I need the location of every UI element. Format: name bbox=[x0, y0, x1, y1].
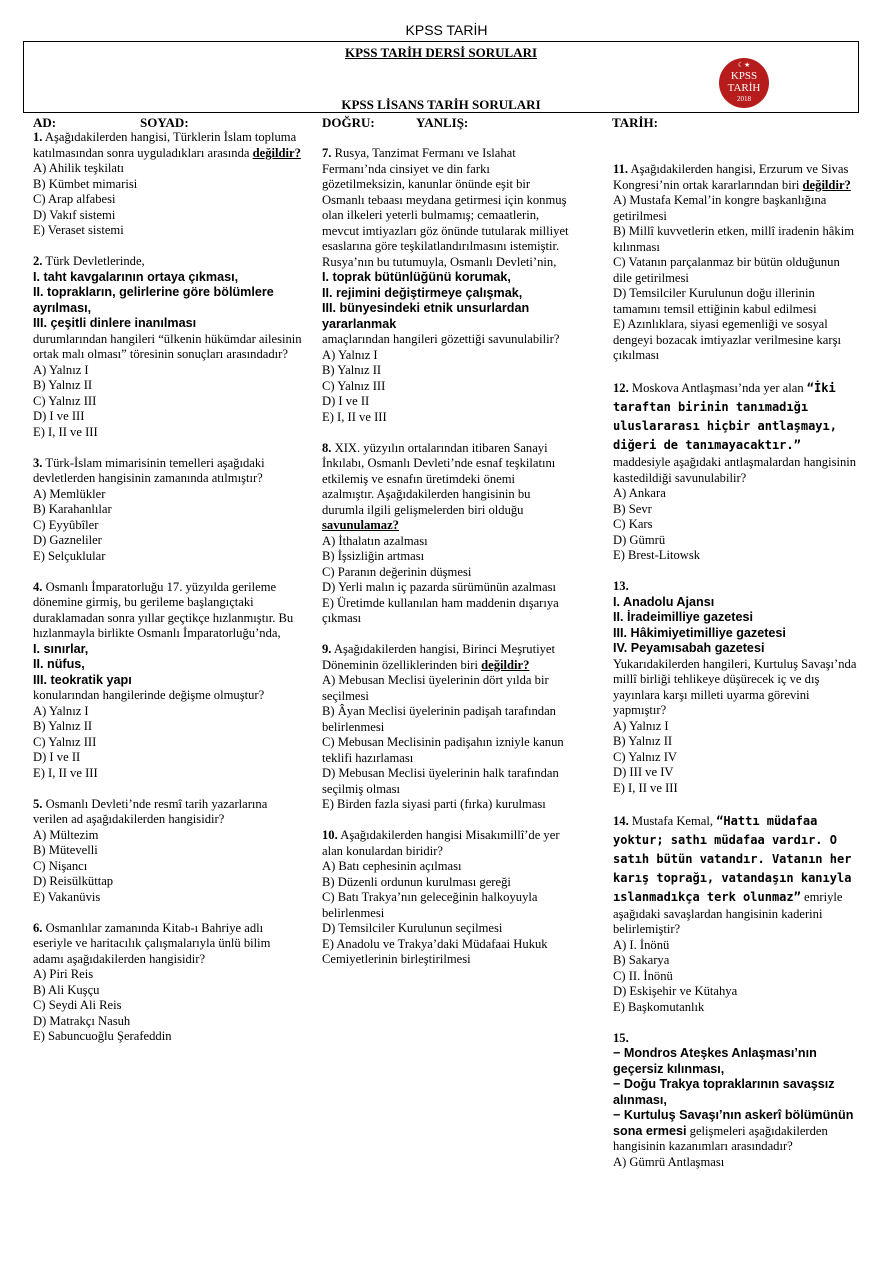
negative-keyword: değildir? bbox=[252, 145, 301, 160]
answer-option: D) Mebusan Meclisi üyelerinin halk tarafından seçilmiş olması bbox=[322, 766, 559, 796]
answer-option: D) I ve II bbox=[322, 394, 370, 408]
answer-option: C) Yalnız III bbox=[33, 393, 97, 408]
question-block bbox=[613, 162, 858, 364]
question-text: Türk Devletlerinde, bbox=[45, 254, 145, 268]
premise-item: III. teokratik yapı bbox=[33, 672, 132, 687]
question-text: gelişmeleri aşağıdakilerden hangisinin kazanımları arasındadır? bbox=[613, 1123, 828, 1153]
question-stem bbox=[33, 130, 303, 161]
answer-option: D) Gümrü bbox=[613, 532, 666, 547]
question-tail: Yukarıdakilerden hangileri, Kurtuluş Savaşı’nda millî birliği tehlikeye düşürecek iç ve dış yayınlara karşı milleti uyarma görevini yapmıştır? bbox=[613, 656, 857, 717]
question-text: Aşağıdakilerden hangisi Misakımillî’de yer alan konulardan biridir? bbox=[322, 828, 560, 858]
answer-option: D) Temsilciler Kurulunun doğu illerinin tamamını temsil ettiğinin kabul edilmesi bbox=[613, 286, 817, 316]
question-tail: maddesiyle aşağıdaki antlaşmalardan hangisinin kastedildiği savunulabilir? bbox=[613, 455, 857, 485]
question-block bbox=[322, 828, 570, 968]
question-text: Rusya, Tanzimat Fermanı ve Islahat Fermanı’nda cinsiyet ve din farkı gözetilmeksizin, kanunlar önünde eşit bir Osmanlı tebaası meydana getirmesi için konmuş olan ilkeleri yeterli bulmamış; cemaatlerin, mevcut imtiyazları göz önünde tutularak milliyet esaslarına göre teşkilatlandırılmasını istemiştir. Rusya’nın bu tutumuyla, Osmanlı Devleti’nin, bbox=[322, 146, 569, 269]
logo-year: 2018 bbox=[737, 95, 751, 103]
logo-star: ☾★ bbox=[737, 61, 751, 69]
answer-option: D) III ve IV bbox=[613, 765, 674, 779]
answer-option: C) Paranın değerinin düşmesi bbox=[322, 564, 472, 579]
question-block bbox=[33, 921, 303, 1045]
question-number: 4. bbox=[33, 579, 43, 594]
question-stem bbox=[322, 146, 570, 270]
answer-option: A) Yalnız I bbox=[322, 347, 378, 362]
label-dogru: DOĞRU: bbox=[322, 115, 375, 130]
question-block bbox=[33, 456, 303, 565]
answer-option: B) Karahanlılar bbox=[33, 502, 112, 516]
answer-option: C) Eyyûbîler bbox=[33, 517, 99, 532]
question-text: Aşağıdakilerden hangisi, Erzurum ve Sivas Kongresi’nin ortak kararlarından biri bbox=[613, 162, 849, 192]
answer-option: A) Gümrü Antlaşması bbox=[613, 1154, 725, 1169]
question-stem bbox=[33, 921, 303, 968]
question-text: Mustafa Kemal, bbox=[631, 813, 717, 828]
question-number: 12. bbox=[613, 381, 629, 395]
quoted-text: “İki taraftan birinin tanımadığı uluslararası hiçbir antlaşmayı, diğeri de tanımayacaktır.” bbox=[613, 381, 837, 452]
question-column-1 bbox=[33, 130, 303, 1060]
question-stem bbox=[613, 162, 858, 193]
question-text: XIX. yüzyılın ortalarından itibaren Sanayi İnkılabı, Osmanlı Devleti’nde esnaf teşkilatını etkilemiş ve esnafın üretimdeki önemi azalmıştır. Aşağıdakilerden hangisinin bu durumla ilgili gelişmelerden biri olduğu bbox=[322, 440, 556, 517]
question-stem bbox=[322, 441, 570, 534]
label-yanlis: YANLIŞ: bbox=[416, 115, 469, 130]
premise-item: I. toprak bütünlüğünü korumak, bbox=[322, 270, 511, 284]
answer-option: C) Mebusan Meclisinin padişahın izniyle kanun teklifi hazırlaması bbox=[322, 735, 564, 765]
answer-option: B) Millî kuvvetlerin etken, millî iradenin hâkim kılınması bbox=[613, 224, 854, 254]
premise-item: IV. Peyamısabah gazetesi bbox=[613, 641, 765, 655]
answer-option: B) İşsizliğin artması bbox=[322, 549, 425, 563]
answer-option: A) Ahilik teşkilatı bbox=[33, 161, 124, 175]
answer-option: D) Eskişehir ve Kütahya bbox=[613, 984, 738, 998]
answer-option: D) Matrakçı Nasuh bbox=[33, 1013, 131, 1028]
answer-option: E) I, II ve III bbox=[33, 424, 98, 439]
answer-option: E) Selçuklular bbox=[33, 548, 106, 563]
answer-option: C) Nişancı bbox=[33, 858, 88, 873]
question-column-2 bbox=[322, 146, 570, 983]
answer-option: C) Yalnız III bbox=[322, 378, 386, 393]
question-block bbox=[613, 1031, 858, 1171]
answer-option: A) Mültezim bbox=[33, 827, 99, 842]
question-number: 2. bbox=[33, 254, 43, 268]
answer-option: A) Piri Reis bbox=[33, 967, 94, 981]
question-number: 10. bbox=[322, 828, 338, 842]
label-soyad: SOYAD: bbox=[140, 115, 189, 130]
question-text: Aşağıdakilerden hangisi, Türklerin İslam topluma katılmasından sonra uyguladıkları arasında bbox=[33, 130, 297, 160]
answer-option: B) Yalnız II bbox=[33, 719, 93, 733]
negative-keyword: değildir? bbox=[802, 177, 851, 192]
question-number: 1. bbox=[33, 130, 43, 144]
question-block bbox=[322, 146, 570, 425]
question-block bbox=[33, 130, 303, 239]
question-number: 8. bbox=[322, 440, 332, 455]
question-text: Osmanlılar zamanında Kitab-ı Bahriye adlı eseriyle ve haritacılık çalışmalarıyla ünlü bilim adamı aşağıdakilerden hangisidir? bbox=[33, 920, 271, 966]
label-ad: AD: bbox=[33, 115, 57, 130]
question-stem bbox=[613, 379, 858, 455]
premise-item: II. toprakların, gelirlerine göre bölümlere ayrılması, bbox=[33, 285, 274, 315]
logo-text-1: KPSS bbox=[730, 70, 758, 82]
question-text: Türk-İslam mimarisinin temelleri aşağıdaki devletlerden hangisinin zamanında atılmıştır? bbox=[33, 455, 265, 485]
question-block bbox=[322, 642, 570, 813]
question-text: Osmanlı İmparatorluğu 17. yüzyılda gerileme dönemine girmiş, bu gerileme başlangıçtaki duraklamadan sonra yıllar geçtikçe hızlanmıştır. Bu hızlanmayla birlikte Osmanlı İmparatorluğu’nda, bbox=[33, 579, 294, 640]
question-number: 14. bbox=[613, 813, 629, 828]
answer-option: C) Batı Trakya’nın geleceğinin halkoyuyla belirlenmesi bbox=[322, 890, 538, 920]
logo-text-2: TARİH bbox=[727, 82, 761, 94]
premise-item: I. Anadolu Ajansı bbox=[613, 594, 715, 609]
question-number: 7. bbox=[322, 146, 332, 160]
answer-option: C) II. İnönü bbox=[613, 968, 673, 983]
question-number: 13. bbox=[613, 579, 629, 593]
answer-option: D) Gazneliler bbox=[33, 533, 102, 547]
premise-item: III. bünyesindeki etnik unsurlardan yararlanmak bbox=[322, 301, 530, 331]
question-stem bbox=[322, 828, 570, 859]
question-stem bbox=[613, 579, 858, 595]
answer-option: E) I, II ve III bbox=[33, 765, 98, 780]
answer-option: B) Düzenli ordunun kurulması gereği bbox=[322, 874, 511, 889]
question-block bbox=[613, 579, 858, 796]
question-stem bbox=[33, 580, 303, 642]
answer-option: C) Kars bbox=[613, 517, 653, 531]
header-box bbox=[23, 41, 859, 113]
question-tail: durumlarından hangileri “ülkenin hükümdar ailesinin ortak malı olması” töresinin sonuçları arasındadır? bbox=[33, 331, 302, 361]
question-number: 11. bbox=[613, 162, 629, 176]
question-number: 3. bbox=[33, 455, 43, 470]
question-number: 15. bbox=[613, 1030, 629, 1045]
answer-option: B) Mütevelli bbox=[33, 843, 98, 857]
header-title-2: KPSS LİSANS TARİH SORULARI bbox=[341, 97, 541, 112]
question-block bbox=[613, 812, 858, 1016]
question-text: Aşağıdakilerden hangisi, Birinci Meşrutiyet Döneminin özelliklerinden biri bbox=[322, 642, 555, 672]
answer-option: B) Yalnız II bbox=[33, 378, 93, 392]
premise-item: − Doğu Trakya topraklarının savaşsız alınması, bbox=[613, 1077, 835, 1107]
question-stem bbox=[33, 456, 303, 487]
answer-option: E) Vakanüvis bbox=[33, 889, 101, 904]
quoted-text: “Hattı müdafaa yoktur; sathı müdafaa vardır. O satıh bütün vatandır. Vatanın her karış toprağı, vatandaşın kanıyla ıslanmadıkça terk olunmaz” bbox=[613, 813, 852, 904]
answer-option: B) Yalnız II bbox=[322, 363, 382, 377]
question-block bbox=[33, 254, 303, 440]
label-tarih: TARİH: bbox=[612, 115, 658, 130]
premise-item: − Kurtuluş Savaşı’nın askerî bölümünün sona ermesi gelişmeleri aşağıdakilerden hangisinin kazanımları arasındadır? bbox=[613, 1108, 854, 1153]
answer-option: E) Brest-Litowsk bbox=[613, 548, 701, 562]
answer-option: B) Âyan Meclisi üyelerinin padişah tarafından belirlenmesi bbox=[322, 704, 556, 734]
answer-option: A) Ankara bbox=[613, 486, 666, 500]
answer-option: A) Memlükler bbox=[33, 486, 106, 501]
answer-option: E) Üretimde kullanılan ham maddenin dışarıya çıkması bbox=[322, 595, 559, 625]
answer-option: C) Yalnız III bbox=[33, 734, 97, 749]
answer-option: A) Yalnız I bbox=[33, 362, 89, 377]
premise-item: I. sınırlar, bbox=[33, 641, 89, 656]
premise-item: III. Hâkimiyetimilliye gazetesi bbox=[613, 625, 786, 640]
answer-option: B) Kümbet mimarisi bbox=[33, 176, 138, 191]
question-stem bbox=[613, 812, 858, 938]
answer-option: A) Mustafa Kemal’in kongre başkanlığına getirilmesi bbox=[613, 193, 827, 223]
question-text: Osmanlı Devleti’nde resmî tarih yazarlarına verilen ad aşağıdakilerden hangisidir? bbox=[33, 796, 268, 826]
question-number: 6. bbox=[33, 920, 43, 935]
answer-option: E) Birden fazla siyasi parti (fırka) kurulması bbox=[322, 797, 546, 811]
premise-item: II. rejimini değiştirmeye çalışmak, bbox=[322, 285, 523, 300]
answer-option: D) Reisülküttap bbox=[33, 874, 114, 888]
question-stem bbox=[33, 254, 303, 270]
negative-keyword: değildir? bbox=[481, 657, 530, 672]
answer-option: E) Azınlıklara, siyasi egemenliği ve sosyal dengeyi bozacak imtiyazlar verilmesine karşı çıkılması bbox=[613, 317, 841, 362]
answer-option: E) I, II ve III bbox=[613, 780, 678, 795]
page-title: KPSS TARİH bbox=[405, 22, 488, 38]
question-number: 5. bbox=[33, 796, 43, 811]
answer-option: A) İthalatın azalması bbox=[322, 533, 428, 548]
question-text: emriyle aşağıdaki savaşlardan hangisinin kaderini belirlemiştir? bbox=[613, 889, 843, 936]
answer-option: D) I ve III bbox=[33, 409, 85, 423]
answer-option: A) Yalnız I bbox=[33, 703, 89, 718]
answer-option: B) Sakarya bbox=[613, 953, 670, 967]
answer-option: E) I, II ve III bbox=[322, 409, 387, 424]
answer-option: D) Vakıf sistemi bbox=[33, 207, 116, 222]
answer-option: C) Vatanın parçalanmaz bir bütün olduğunun dile getirilmesi bbox=[613, 255, 840, 285]
header-title-1: KPSS TARİH DERSİ SORULARI bbox=[344, 45, 538, 60]
question-tail: konularından hangilerinde değişme olmuştur? bbox=[33, 688, 265, 702]
answer-option: C) Arap alfabesi bbox=[33, 192, 116, 206]
answer-option: A) Yalnız I bbox=[613, 718, 669, 733]
answer-option: C) Seydi Ali Reis bbox=[33, 998, 122, 1012]
question-block bbox=[33, 797, 303, 906]
answer-option: A) Mebusan Meclisi üyelerinin dört yılda bir seçilmesi bbox=[322, 673, 549, 703]
premise-item: I. taht kavgalarının ortaya çıkması, bbox=[33, 269, 239, 284]
question-block bbox=[33, 580, 303, 782]
premise-item: − Mondros Ateşkes Anlaşması’nın geçersiz kılınması, bbox=[613, 1046, 817, 1076]
question-column-3 bbox=[613, 162, 858, 1186]
question-block bbox=[613, 379, 858, 564]
question-stem bbox=[613, 1031, 858, 1047]
answer-option: C) Yalnız IV bbox=[613, 749, 678, 764]
answer-option: E) Başkomutanlık bbox=[613, 999, 705, 1014]
answer-option: D) Temsilciler Kurulunun seçilmesi bbox=[322, 921, 503, 935]
answer-option: B) Ali Kuşçu bbox=[33, 982, 100, 997]
question-stem bbox=[322, 642, 570, 673]
answer-option: B) Sevr bbox=[613, 501, 652, 516]
premise-item: II. İradeimilliye gazetesi bbox=[613, 610, 753, 624]
question-stem bbox=[33, 797, 303, 828]
negative-keyword: savunulamaz? bbox=[322, 518, 399, 532]
premise-item: III. çeşitli dinlere inanılması bbox=[33, 316, 197, 330]
question-tail: amaçlarından hangileri gözettiği savunulabilir? bbox=[322, 332, 560, 346]
premise-item: II. nüfus, bbox=[33, 657, 85, 671]
answer-option: E) Veraset sistemi bbox=[33, 223, 124, 237]
answer-option: D) Yerli malın iç pazarda sürümünün azalması bbox=[322, 580, 556, 594]
question-block bbox=[322, 441, 570, 627]
answer-option: D) I ve II bbox=[33, 750, 81, 764]
question-text: Moskova Antlaşması’nda yer alan bbox=[631, 381, 807, 395]
answer-option: B) Yalnız II bbox=[613, 734, 673, 748]
answer-option: E) Sabuncuoğlu Şerafeddin bbox=[33, 1029, 172, 1043]
answer-option: A) Batı cephesinin açılması bbox=[322, 859, 462, 873]
question-number: 9. bbox=[322, 642, 332, 656]
answer-option: A) I. İnönü bbox=[613, 937, 670, 952]
answer-option: E) Anadolu ve Trakya’daki Müdafaai Hukuk Cemiyetlerinin birleştirilmesi bbox=[322, 936, 548, 966]
